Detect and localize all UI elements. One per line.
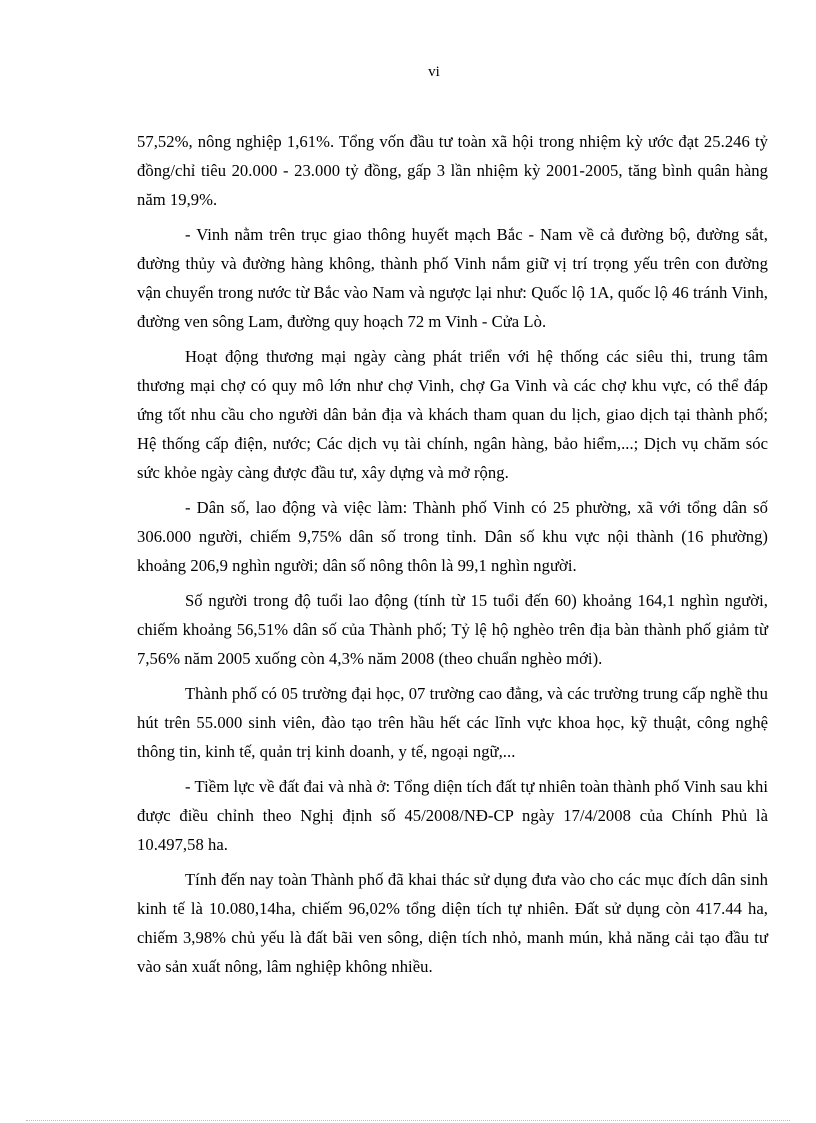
paragraph-labor: Số người trong độ tuổi lao động (tính từ 15 tuổi đến 60) khoảng 164,1 nghìn người, chiếm khoảng 56,51% dân số của Thành phố; Tỷ lệ hộ nghèo trên địa bàn thành phố giảm từ 7,56% năm 2005 xuống còn 4,3% năm 2008 (theo chuẩn nghèo mới). <box>137 591 768 668</box>
document-body <box>137 127 768 987</box>
page-bottom-divider <box>26 1120 790 1121</box>
paragraph-land: - Tiềm lực về đất đai và nhà ở: Tổng diện tích đất tự nhiên toàn thành phố Vinh sau khi được điều chỉnh theo Nghị định số 45/2008/NĐ-CP ngày 17/4/2008 của Chính Phủ là 10.497,58 ha. <box>137 777 768 854</box>
paragraph-investment: 57,52%, nông nghiệp 1,61%. Tổng vốn đầu tư toàn xã hội trong nhiệm kỳ ước đạt 25.246 tỷ đồng/chỉ tiêu 20.000 - 23.000 tỷ đồng, gấp 3 lần nhiệm kỳ 2001-2005, tăng bình quân hàng năm 19,9%. <box>137 132 768 209</box>
paragraph-transport: - Vinh nằm trên trục giao thông huyết mạch Bắc - Nam về cả đường bộ, đường sắt, đường thủy và đường hàng không, thành phố Vinh nắm giữ vị trí trọng yếu trên con đường vận chuyển trong nước từ Bắc vào Nam và ngược lại như: Quốc lộ 1A, quốc lộ 46 tránh Vinh, đường ven sông Lam, đường quy hoạch 72 m Vinh - Cửa Lò. <box>137 225 768 331</box>
page-number: vi <box>428 64 440 80</box>
paragraph-land-use: Tính đến nay toàn Thành phố đã khai thác sử dụng đưa vào cho các mục đích dân sinh kinh tế là 10.080,14ha, chiếm 96,02% tổng diện tích tự nhiên. Đất sử dụng còn 417.44 ha, chiếm 3,98% chủ yếu là đất bãi ven sông, diện tích nhỏ, manh mún, khả năng cải tạo đầu tư vào sản xuất nông, lâm nghiệp không nhiều. <box>137 870 768 976</box>
paragraph-commerce: Hoạt động thương mại ngày càng phát triển với hệ thống các siêu thi, trung tâm thương mại chợ có quy mô lớn như chợ Vinh, chợ Ga Vinh và các chợ khu vực, có thể đáp ứng tốt nhu cầu cho người dân bản địa và khách tham quan du lịch, giao dịch tại thành phố; Hệ thống cấp điện, nước; Các dịch vụ tài chính, ngân hàng, bảo hiểm,...; Dịch vụ chăm sóc sức khỏe ngày càng được đầu tư, xây dựng và mở rộng. <box>137 347 768 482</box>
paragraph-education: Thành phố có 05 trường đại học, 07 trường cao đẳng, và các trường trung cấp nghề thu hút trên 55.000 sinh viên, đào tạo trên hầu hết các lĩnh vực khoa học, kỹ thuật, công nghệ thông tin, kinh tế, quản trị kinh doanh, y tế, ngoại ngữ,... <box>137 684 768 761</box>
paragraph-population: - Dân số, lao động và việc làm: Thành phố Vinh có 25 phường, xã với tổng dân số 306.000 người, chiếm 9,75% dân số trong tỉnh. Dân số khu vực nội thành (16 phường) khoảng 206,9 nghìn người; dân số nông thôn là 99,1 nghìn người. <box>137 498 768 575</box>
